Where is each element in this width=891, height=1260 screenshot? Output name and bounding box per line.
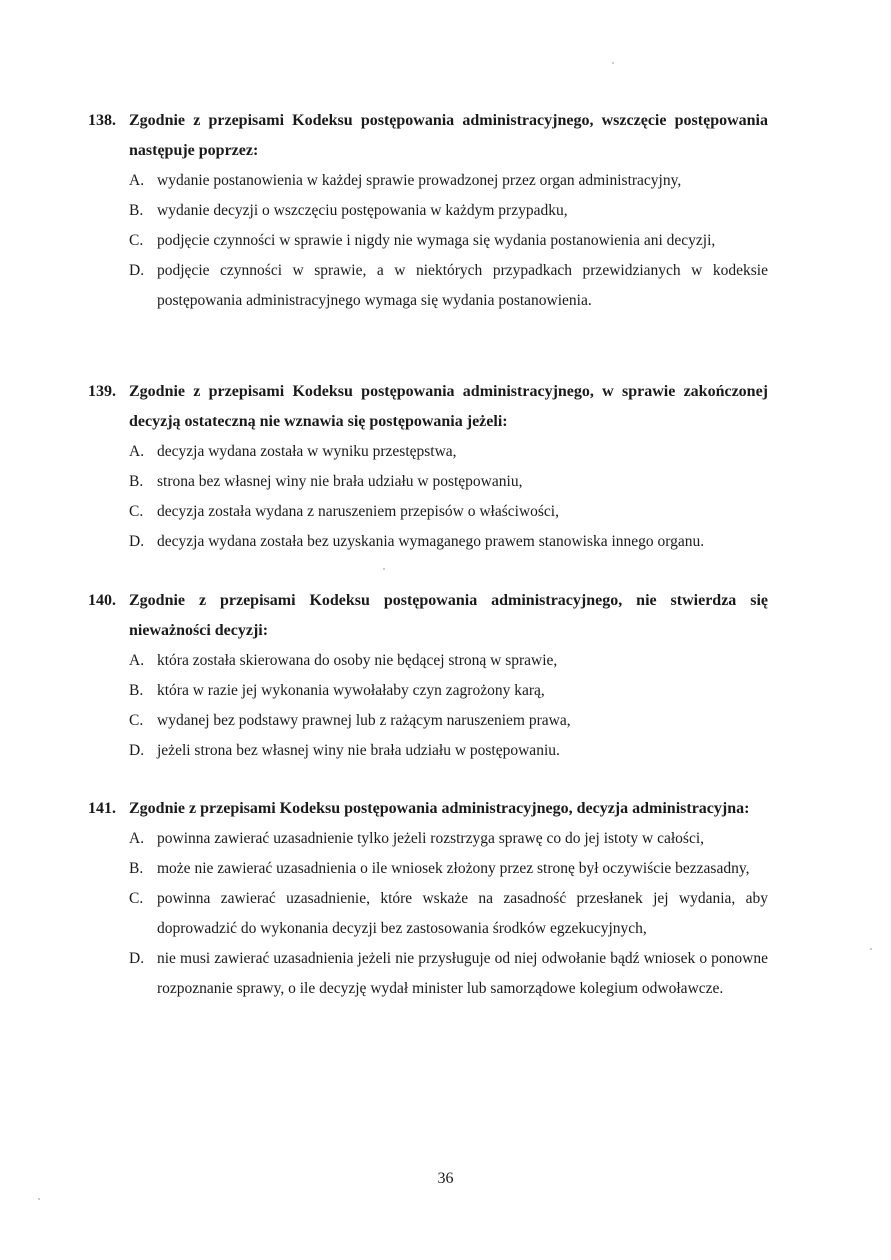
scan-speck <box>612 62 614 64</box>
option-letter: D. <box>129 262 145 279</box>
option-text: decyzja wydana została bez uzyskania wymaganego prawem stanowiska innego organu. <box>157 533 705 550</box>
option-letter: D. <box>129 742 145 759</box>
answer-option-d <box>88 736 768 766</box>
question-text: Zgodnie z przepisami Kodeksu postępowania administracyjnego, decyzja administracyjna: <box>129 800 750 817</box>
question-number: 140. <box>88 592 116 609</box>
question-heading <box>88 794 768 824</box>
answer-option-a <box>88 824 768 854</box>
answer-option-c <box>88 706 768 736</box>
scan-speck <box>38 1198 40 1200</box>
question-text: Zgodnie z przepisami Kodeksu postępowania administracyjnego, w sprawie zakończonej decyzją ostateczną nie wznawia się postępowania jeżeli: <box>129 383 768 430</box>
option-text: nie musi zawierać uzasadnienia jeżeli nie przysługuje od niej odwołanie bądź wniosek o ponowne rozpoznanie sprawy, o ile decyzję wydał minister lub samorządowe kolegium odwoławcze. <box>157 950 768 997</box>
answer-list <box>88 824 768 1004</box>
option-letter: C. <box>129 232 144 249</box>
question-number: 138. <box>88 112 116 129</box>
option-text: wydanej bez podstawy prawnej lub z rażącym naruszeniem prawa, <box>157 712 571 729</box>
answer-option-a <box>88 437 768 467</box>
question-text: Zgodnie z przepisami Kodeksu postępowania administracyjnego, wszczęcie postępowania następuje poprzez: <box>129 112 768 159</box>
answer-option-d <box>88 944 768 1004</box>
option-letter: C. <box>129 712 144 729</box>
option-letter: B. <box>129 682 144 699</box>
option-text: która została skierowana do osoby nie będącej stroną w sprawie, <box>157 652 558 669</box>
answer-option-d <box>88 527 768 557</box>
answer-list <box>88 646 768 766</box>
page-number: 36 <box>437 1170 454 1187</box>
option-text: powinna zawierać uzasadnienie tylko jeżeli rozstrzyga sprawę co do jej istoty w całości, <box>157 830 705 847</box>
option-text: wydanie decyzji o wszczęciu postępowania w każdym przypadku, <box>157 202 568 219</box>
question-text: Zgodnie z przepisami Kodeksu postępowania administracyjnego, nie stwierdza się nieważności decyzji: <box>129 592 768 639</box>
question-139 <box>88 377 768 557</box>
answer-option-c <box>88 884 768 944</box>
option-letter: A. <box>129 443 145 460</box>
question-heading <box>88 106 768 166</box>
option-letter: B. <box>129 860 144 877</box>
option-letter: D. <box>129 533 145 550</box>
option-text: decyzja wydana została w wyniku przestępstwa, <box>157 443 457 460</box>
option-text: która w razie jej wykonania wywołałaby czyn zagrożony karą, <box>157 682 545 699</box>
question-141 <box>88 794 768 1004</box>
answer-option-b <box>88 467 768 497</box>
question-number: 139. <box>88 383 116 400</box>
answer-list <box>88 166 768 316</box>
option-text: może nie zawierać uzasadnienia o ile wniosek złożony przez stronę był oczywiście bezzasadny, <box>157 860 750 877</box>
scan-speck <box>383 568 385 570</box>
option-text: podjęcie czynności w sprawie i nigdy nie wymaga się wydania postanowienia ani decyzji, <box>157 232 716 249</box>
question-138 <box>88 106 768 316</box>
answer-option-a <box>88 646 768 676</box>
question-heading <box>88 586 768 646</box>
answer-option-d <box>88 256 768 316</box>
option-letter: B. <box>129 202 144 219</box>
answer-option-c <box>88 226 768 256</box>
option-text: podjęcie czynności w sprawie, a w niektórych przypadkach przewidzianych w kodeksie postępowania administracyjnego wymaga się wydania postanowienia. <box>157 262 768 309</box>
option-text: wydanie postanowienia w każdej sprawie prowadzonej przez organ administracyjny, <box>157 172 682 189</box>
answer-option-b <box>88 196 768 226</box>
option-letter: A. <box>129 830 145 847</box>
option-text: decyzja została wydana z naruszeniem przepisów o właściwości, <box>157 503 559 520</box>
option-letter: B. <box>129 473 144 490</box>
option-letter: A. <box>129 172 145 189</box>
answer-option-b <box>88 676 768 706</box>
option-letter: C. <box>129 890 144 907</box>
option-letter: C. <box>129 503 144 520</box>
question-140 <box>88 586 768 766</box>
answer-option-b <box>88 854 768 884</box>
question-number: 141. <box>88 800 116 817</box>
answer-list <box>88 437 768 557</box>
scan-speck <box>870 948 872 950</box>
option-text: strona bez własnej winy nie brała udziału w postępowaniu, <box>157 473 523 490</box>
option-text: powinna zawierać uzasadnienie, które wskaże na zasadność przesłanek jej wydania, aby doprowadzić do wykonania decyzji bez zastosowania środków egzekucyjnych, <box>157 890 768 937</box>
option-letter: A. <box>129 652 145 669</box>
option-text: jeżeli strona bez własnej winy nie brała udziału w postępowaniu. <box>157 742 560 759</box>
answer-option-a <box>88 166 768 196</box>
question-heading <box>88 377 768 437</box>
option-letter: D. <box>129 950 145 967</box>
answer-option-c <box>88 497 768 527</box>
